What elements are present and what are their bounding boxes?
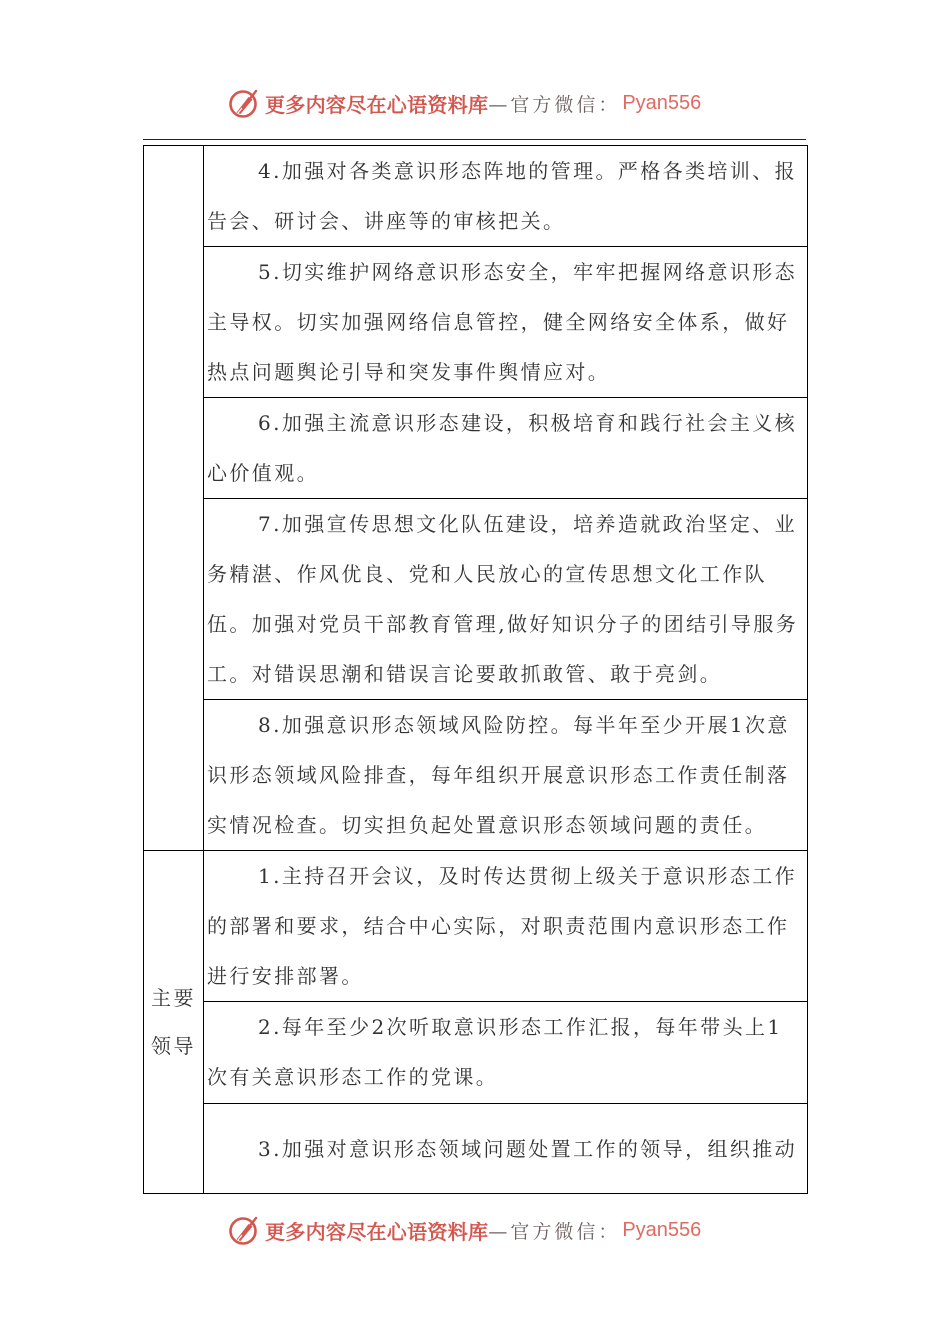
- text-line: 主导权。切实加强网络信息管控，健全网络安全体系，做好: [207, 310, 790, 334]
- watermark-site-name: 更多内容尽在心语资料库: [265, 1219, 489, 1244]
- text-line: 6.加强主流意识形态建设，积极培育和践行社会主义核: [258, 411, 798, 435]
- header-watermark: [228, 86, 701, 120]
- content-cell: [204, 1002, 808, 1104]
- text-line: 识形态领域风险排查，每年组织开展意识形态工作责任制落: [207, 763, 790, 787]
- responsibility-table: [143, 145, 808, 1194]
- content-cell: [204, 247, 808, 398]
- pen-circle-logo-icon: [228, 87, 260, 119]
- text-line: 5.切实维护网络意识形态安全，牢牢把握网络意识形态: [258, 260, 798, 284]
- watermark-wechat-id: Pyan556: [622, 1218, 702, 1241]
- content-cell: [204, 1104, 808, 1194]
- watermark-wechat-label: —官方微信：: [488, 1220, 621, 1243]
- footer-watermark: [228, 1213, 701, 1247]
- table-row: [144, 851, 808, 1002]
- text-line: 2.每年至少2次听取意识形态工作汇报，每年带头上1: [258, 1015, 783, 1039]
- table-row: [144, 700, 808, 851]
- content-cell: [204, 146, 808, 247]
- text-line: 心价值观。: [207, 461, 319, 485]
- text-line: 7.加强宣传思想文化队伍建设，培养造就政治坚定、业: [258, 512, 798, 536]
- watermark-wechat-label: —官方微信：: [488, 93, 621, 116]
- text-line: 进行安排部署。: [207, 964, 364, 988]
- role-cell: [144, 851, 204, 1194]
- watermark-site-name: 更多内容尽在心语资料库: [265, 92, 489, 117]
- text-line: 热点问题舆论引导和突发事件舆情应对。: [207, 360, 611, 384]
- table-row: [144, 146, 808, 247]
- text-line: 务精湛、作风优良、党和人民放心的宣传思想文化工作队: [207, 562, 767, 586]
- text-line: 4.加强对各类意识形态阵地的管理。严格各类培训、报: [258, 159, 798, 183]
- content-cell: [204, 851, 808, 1002]
- table-row: [144, 499, 808, 700]
- text-line: 次有关意识形态工作的党课。: [207, 1065, 499, 1089]
- table-row: [144, 1002, 808, 1104]
- text-line: 的部署和要求，结合中心实际，对职责范围内意识形态工作: [207, 914, 790, 938]
- content-cell: [204, 700, 808, 851]
- role-label-line: 主要: [151, 986, 196, 1010]
- text-line: 实情况检查。切实担负起处置意识形态领域问题的责任。: [207, 813, 767, 837]
- header-rule: [143, 139, 806, 140]
- pen-circle-logo-icon: [228, 1214, 260, 1246]
- role-cell-empty: [144, 146, 204, 851]
- role-label-line: 领导: [151, 1034, 196, 1058]
- table-row: [144, 1104, 808, 1194]
- text-line: 8.加强意识形态领域风险防控。每半年至少开展1次意: [258, 713, 790, 737]
- table-row: [144, 398, 808, 499]
- content-cell: [204, 398, 808, 499]
- content-cell: [204, 499, 808, 700]
- table-row: [144, 247, 808, 398]
- text-line: 3.加强对意识形态领域问题处置工作的领导，组织推动: [258, 1137, 798, 1161]
- text-line: 工。对错误思潮和错误言论要敢抓敢管、敢于亮剑。: [207, 662, 723, 686]
- text-line: 1.主持召开会议，及时传达贯彻上级关于意识形态工作: [258, 864, 798, 888]
- text-line: 告会、研讨会、讲座等的审核把关。: [207, 209, 566, 233]
- text-line: 伍。加强对党员干部教育管理,做好知识分子的团结引导服务: [207, 612, 799, 636]
- watermark-wechat-id: Pyan556: [622, 91, 702, 114]
